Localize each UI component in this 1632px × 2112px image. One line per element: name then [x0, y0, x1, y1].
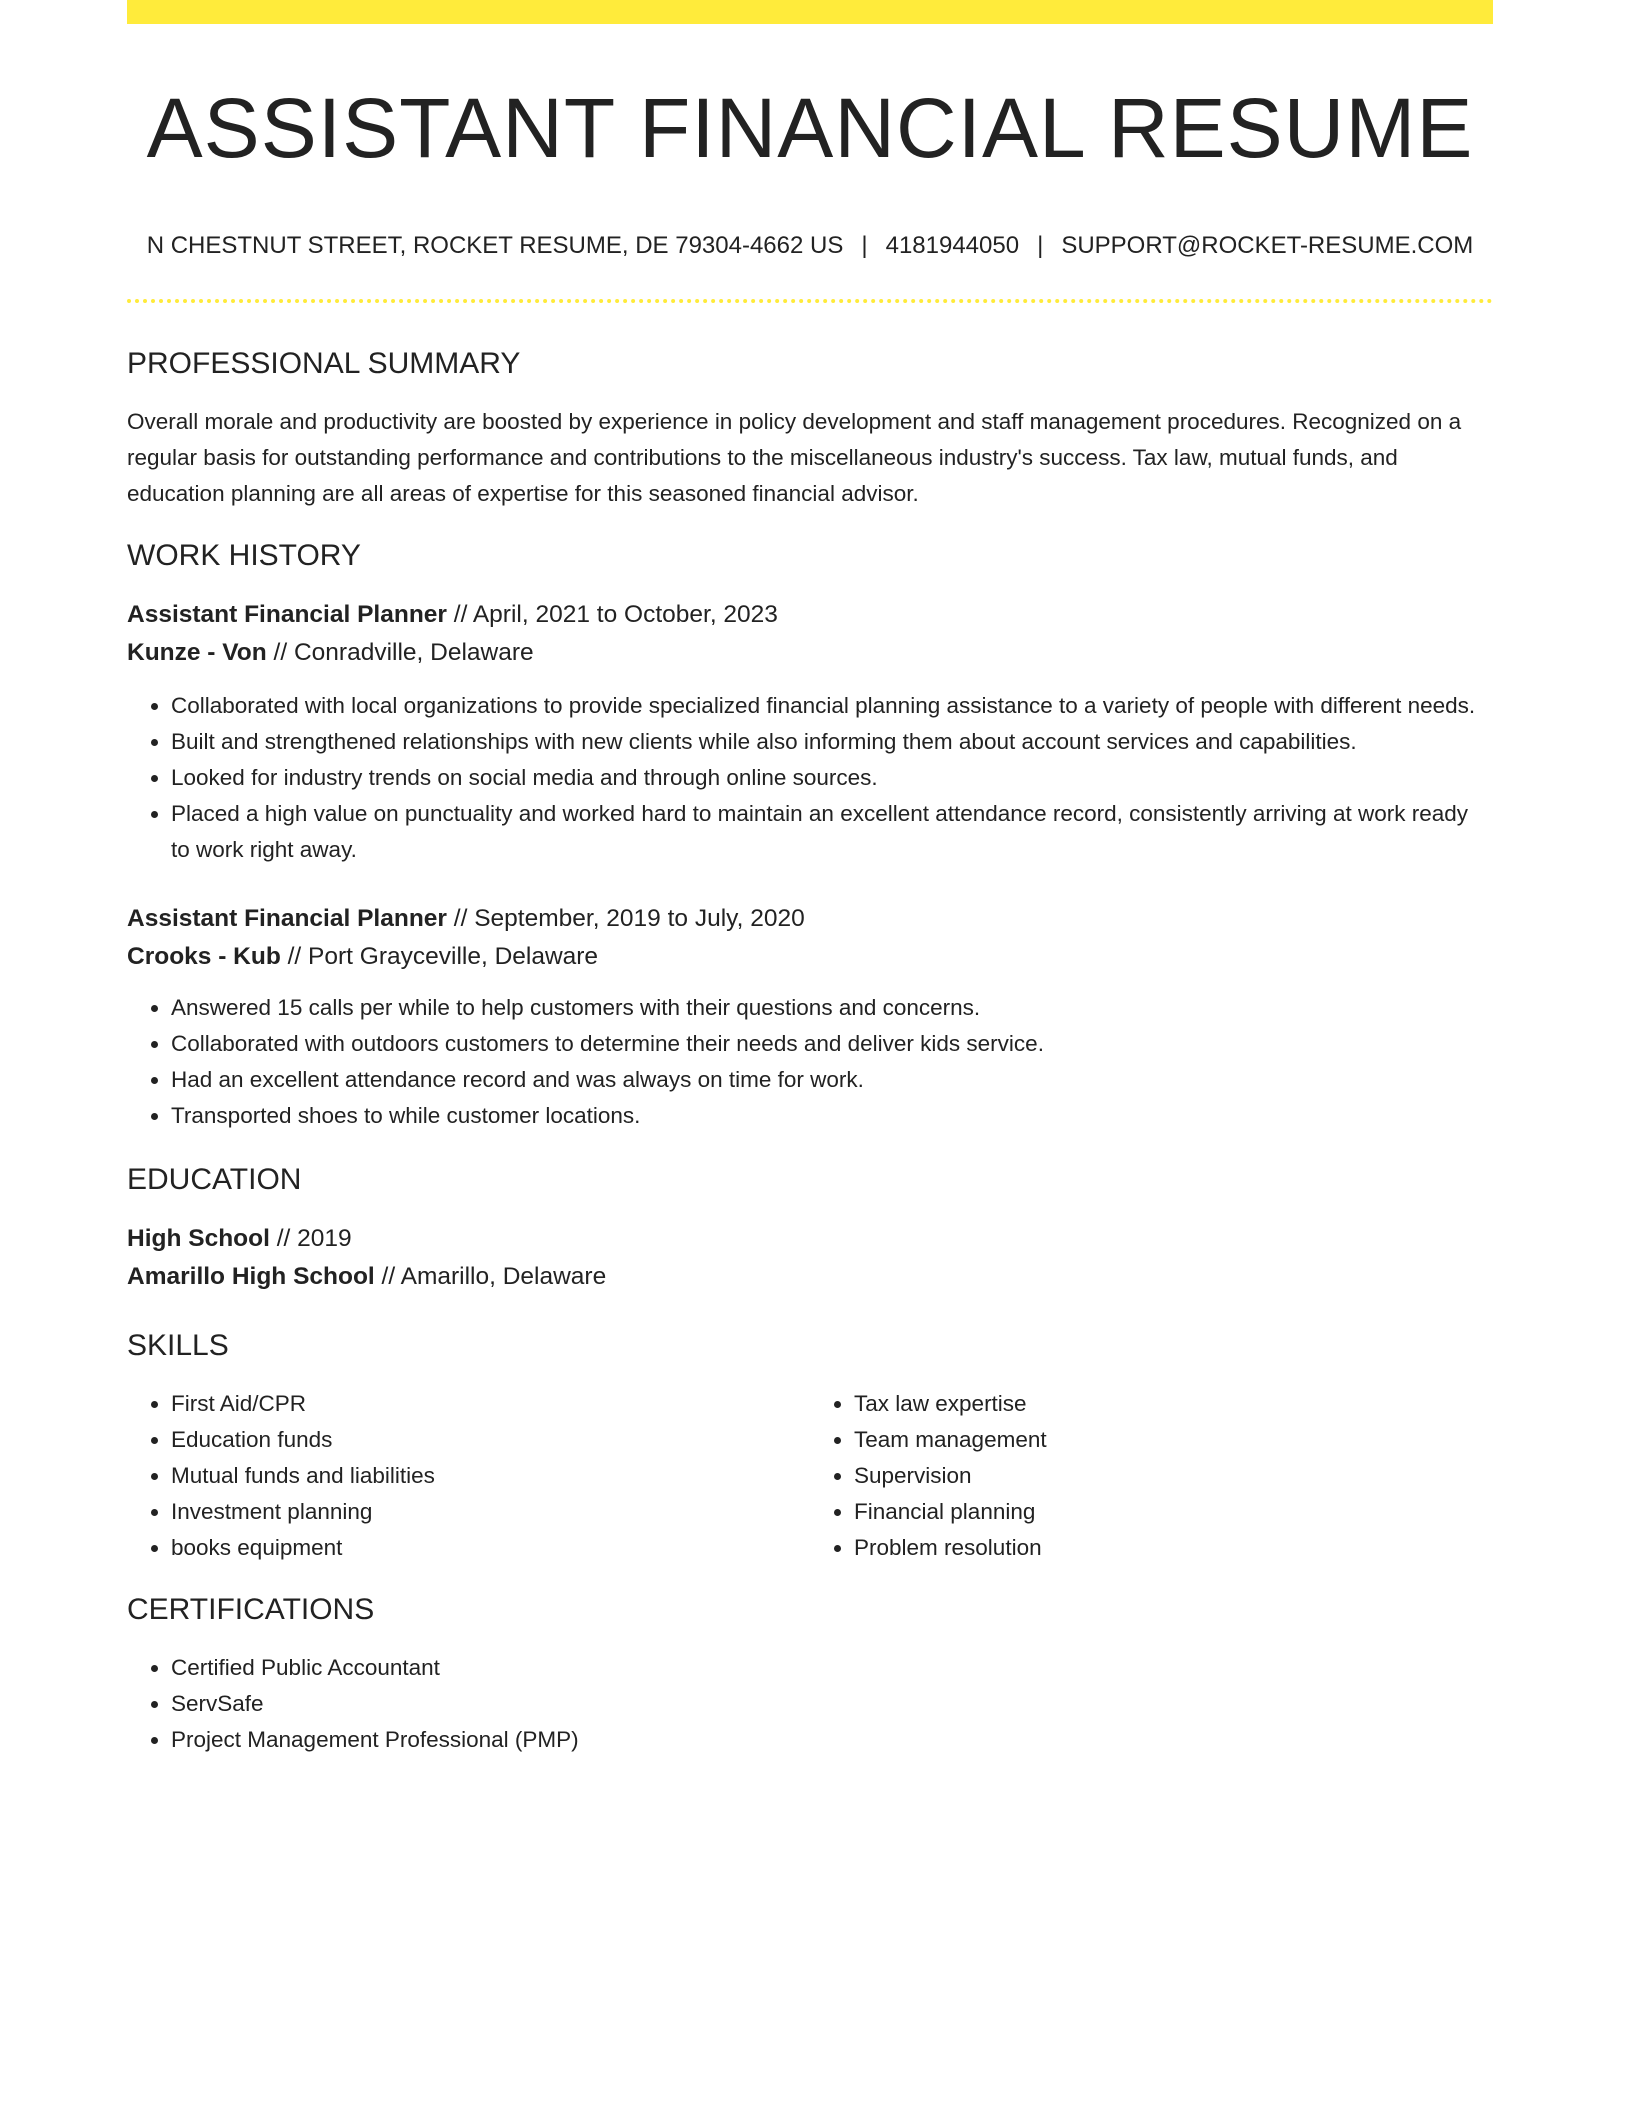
list-item: • Built and strengthened relationships with new clients while also informing them about account services and capabilities. [171, 724, 1493, 760]
job-entry [127, 900, 1493, 1134]
contact-line [127, 232, 1493, 261]
job-title: Assistant Financial Planner [127, 600, 447, 628]
contact-separator: | [861, 232, 868, 259]
list-item: • Certified Public Accountant [171, 1650, 1493, 1686]
list-item: • Answered 15 calls per while to help customers with their questions and concerns. [171, 990, 1493, 1026]
list-item: • Placed a high value on punctuality and worked hard to maintain an excellent attendance record, consistently arriving at work ready to work right away. [171, 796, 1493, 868]
list-item: • Supervision [854, 1458, 1493, 1494]
job-dates: // April, 2021 to October, 2023 [446, 600, 778, 628]
summary-heading: PROFESSIONAL SUMMARY [127, 346, 521, 380]
education-school: Amarillo High School [127, 1262, 375, 1290]
resume-page [127, 0, 1493, 1758]
education-degree-line [127, 1220, 1493, 1258]
skills-heading: SKILLS [127, 1328, 229, 1362]
education-location: // Amarillo, Delaware [374, 1262, 607, 1290]
work-history-heading: WORK HISTORY [127, 538, 361, 572]
dotted-divider [127, 299, 1493, 303]
list-item: • Tax law expertise [854, 1386, 1493, 1422]
skills-left-column [127, 1386, 810, 1566]
list-item: • Problem resolution [854, 1530, 1493, 1566]
education-entry [127, 1220, 1493, 1296]
job-bullets [127, 688, 1493, 868]
list-item: • Project Management Professional (PMP) [171, 1722, 1493, 1758]
job-company: Crooks - Kub [127, 942, 281, 970]
job-location: // Conradville, Delaware [266, 638, 534, 666]
certifications-list [127, 1650, 1493, 1758]
job-company-line [127, 634, 1493, 672]
certifications-heading: CERTIFICATIONS [127, 1592, 375, 1626]
job-title-line [127, 596, 1493, 634]
list-item: • Collaborated with outdoors customers to determine their needs and deliver kids service. [171, 1026, 1493, 1062]
job-title-line [127, 900, 1493, 938]
job-location: // Port Grayceville, Delaware [280, 942, 599, 970]
list-item: • Financial planning [854, 1494, 1493, 1530]
job-entry [127, 596, 1493, 868]
contact-email[interactable]: SUPPORT@ROCKET-RESUME.COM [1061, 232, 1474, 259]
list-item: • Investment planning [171, 1494, 810, 1530]
contact-separator: | [1037, 232, 1044, 259]
list-item: • Collaborated with local organizations to provide specialized financial planning assistance to a variety of people with different needs. [171, 688, 1493, 724]
education-school-line [127, 1258, 1493, 1296]
summary-text: Overall morale and productivity are boosted by experience in policy development and staff management procedures. Recognized on a regular basis for outstanding performance and contributions to the miscellaneous industry's success. Tax law, mutual funds, and education planning are all areas of expertise for this seasoned financial advisor. [127, 408, 1462, 506]
list-item: • Education funds [171, 1422, 810, 1458]
job-dates: // September, 2019 to July, 2020 [446, 904, 805, 932]
list-item: • books equipment [171, 1530, 810, 1566]
list-item: • ServSafe [171, 1686, 1493, 1722]
job-company: Kunze - Von [127, 638, 267, 666]
education-degree: High School [127, 1224, 270, 1252]
education-year: // 2019 [269, 1224, 352, 1252]
job-company-line [127, 938, 1493, 976]
contact-address: N CHESTNUT STREET, ROCKET RESUME, DE 79304-4662 US [146, 232, 844, 259]
list-item: • First Aid/CPR [171, 1386, 810, 1422]
accent-top-bar [127, 0, 1493, 24]
skills-grid [127, 1386, 1493, 1566]
list-item: • Had an excellent attendance record and was always on time for work. [171, 1062, 1493, 1098]
resume-title: ASSISTANT FINANCIAL RESUME [146, 81, 1474, 175]
education-heading: EDUCATION [127, 1162, 302, 1196]
list-item: • Transported shoes to while customer locations. [171, 1098, 1493, 1134]
list-item: • Looked for industry trends on social media and through online sources. [171, 760, 1493, 796]
list-item: • Team management [854, 1422, 1493, 1458]
job-bullets [127, 990, 1493, 1134]
list-item: • Mutual funds and liabilities [171, 1458, 810, 1494]
contact-phone: 4181944050 [885, 232, 1020, 259]
job-title: Assistant Financial Planner [127, 904, 447, 932]
skills-right-column [810, 1386, 1493, 1566]
